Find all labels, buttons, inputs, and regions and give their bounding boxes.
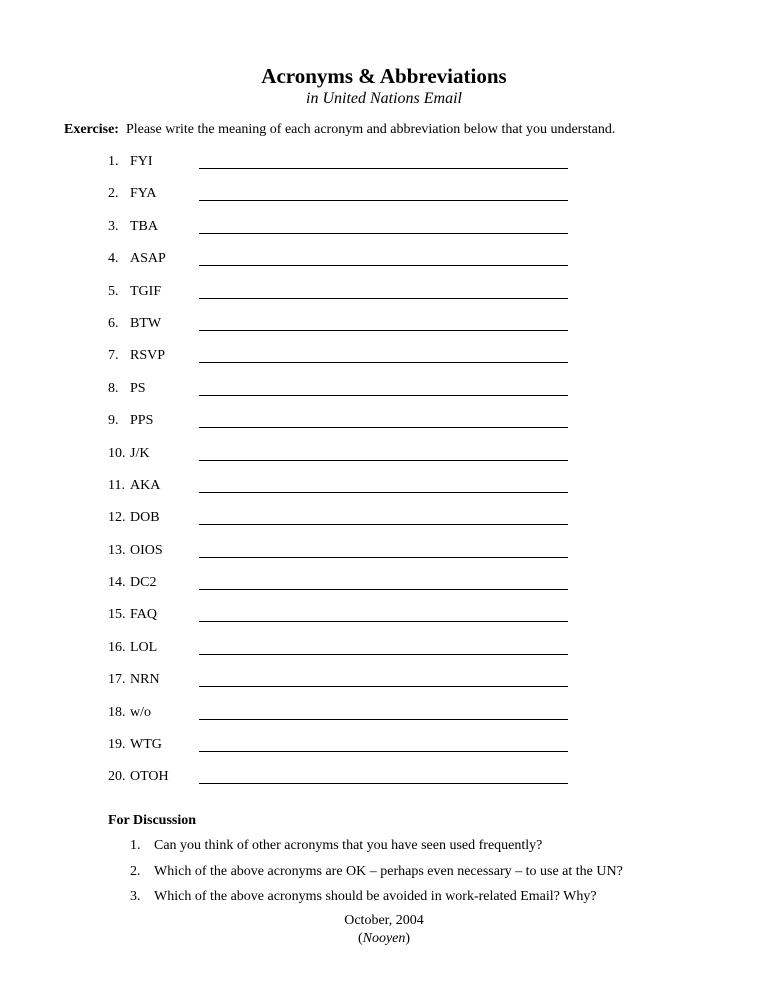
discussion-list xyxy=(130,836,623,913)
discussion-question xyxy=(130,862,623,888)
page-subtitle: in United Nations Email xyxy=(306,90,462,107)
list-item xyxy=(108,541,578,573)
item-abbreviation: w/o xyxy=(130,704,151,720)
item-number: 11. xyxy=(108,477,125,493)
discussion-question xyxy=(130,887,623,913)
item-number: 1. xyxy=(108,154,119,169)
item-abbreviation: FYA xyxy=(130,186,157,202)
item-abbreviation: ASAP xyxy=(130,251,166,267)
list-item xyxy=(108,152,578,184)
list-item xyxy=(108,249,578,281)
item-number: 8. xyxy=(108,380,119,396)
answer-line xyxy=(199,427,568,428)
item-number: 9. xyxy=(108,413,119,429)
answer-line xyxy=(199,492,568,493)
answer-line xyxy=(199,330,568,331)
item-abbreviation: FAQ xyxy=(130,607,157,623)
exercise-label: Exercise: xyxy=(64,122,119,137)
item-number: 14. xyxy=(108,575,126,591)
item-number: 12. xyxy=(108,510,126,526)
answer-line xyxy=(199,654,568,655)
item-abbreviation: TBA xyxy=(130,218,158,234)
item-number: 19. xyxy=(108,737,126,753)
question-text: Which of the above acronyms should be avoided in work-related Email? Why? xyxy=(154,889,597,904)
page-title: Acronyms & Abbreviations xyxy=(261,64,507,88)
list-item xyxy=(108,605,578,637)
answer-line xyxy=(199,621,568,622)
item-abbreviation: DOB xyxy=(130,510,160,526)
answer-line xyxy=(199,557,568,558)
list-item xyxy=(108,767,578,799)
list-item xyxy=(108,444,578,476)
list-item xyxy=(108,379,578,411)
list-item xyxy=(108,346,578,378)
item-number: 16. xyxy=(108,639,126,655)
item-abbreviation: PS xyxy=(130,380,146,396)
answer-line xyxy=(199,362,568,363)
list-item xyxy=(108,217,578,249)
answer-line xyxy=(199,460,568,461)
author-paren-open: ( xyxy=(357,931,363,946)
list-item xyxy=(108,282,578,314)
item-abbreviation: J/K xyxy=(130,445,150,461)
list-item xyxy=(108,735,578,767)
exercise-text: Please write the meaning of each acronym and abbreviation below that you understand. xyxy=(125,122,616,137)
answer-line xyxy=(199,168,568,169)
question-number: 2. xyxy=(130,863,141,879)
item-number: 18. xyxy=(108,704,126,720)
item-number: 2. xyxy=(108,186,119,202)
list-item xyxy=(108,573,578,605)
item-abbreviation: LOL xyxy=(130,639,158,655)
item-abbreviation: WTG xyxy=(130,737,162,753)
question-text: Can you think of other acronyms that you have seen used frequently? xyxy=(154,838,543,853)
answer-line xyxy=(199,298,568,299)
question-text: Which of the above acronyms are OK – perhaps even necessary – to use at the UN? xyxy=(154,863,623,879)
author-paren-close: ) xyxy=(405,931,411,946)
list-item xyxy=(108,508,578,540)
item-number: 7. xyxy=(108,348,119,364)
item-number: 13. xyxy=(108,542,126,558)
discussion-heading: For Discussion xyxy=(108,813,197,828)
item-number: 10. xyxy=(108,445,126,461)
answer-line xyxy=(199,395,568,396)
list-item xyxy=(108,638,578,670)
answer-line xyxy=(199,265,568,266)
item-abbreviation: AKA xyxy=(130,477,161,493)
answer-line xyxy=(199,524,568,525)
item-abbreviation: DC2 xyxy=(130,575,157,591)
answer-line xyxy=(199,783,568,784)
item-abbreviation: BTW xyxy=(130,315,162,331)
item-number: 15. xyxy=(108,607,126,623)
footer-author-name: Nooyen xyxy=(362,931,406,946)
item-number: 5. xyxy=(108,283,119,299)
answer-line xyxy=(199,233,568,234)
list-item xyxy=(108,184,578,216)
list-item xyxy=(108,703,578,735)
footer xyxy=(0,912,768,948)
item-number: 17. xyxy=(108,672,126,688)
item-abbreviation: OTOH xyxy=(130,769,169,785)
item-abbreviation: FYI xyxy=(130,154,153,169)
answer-line xyxy=(199,686,568,687)
answer-line xyxy=(199,589,568,590)
item-number: 4. xyxy=(108,251,119,267)
list-item xyxy=(108,314,578,346)
list-item xyxy=(108,476,578,508)
acronym-list xyxy=(108,152,578,800)
item-number: 20. xyxy=(108,769,126,785)
discussion-question xyxy=(130,836,623,862)
item-abbreviation: TGIF xyxy=(130,283,162,299)
item-number: 3. xyxy=(108,218,119,234)
answer-line xyxy=(199,719,568,720)
answer-line xyxy=(199,200,568,201)
item-abbreviation: NRN xyxy=(130,672,160,688)
item-abbreviation: OIOS xyxy=(130,542,163,558)
footer-date: October, 2004 xyxy=(344,913,424,928)
question-number: 3. xyxy=(130,889,141,904)
question-number: 1. xyxy=(130,838,141,853)
exercise-instruction xyxy=(64,121,615,139)
item-abbreviation: RSVP xyxy=(130,348,166,364)
item-number: 6. xyxy=(108,315,119,331)
list-item xyxy=(108,670,578,702)
answer-line xyxy=(199,751,568,752)
item-abbreviation: PPS xyxy=(130,413,154,429)
list-item xyxy=(108,411,578,443)
footer-author xyxy=(0,930,768,948)
